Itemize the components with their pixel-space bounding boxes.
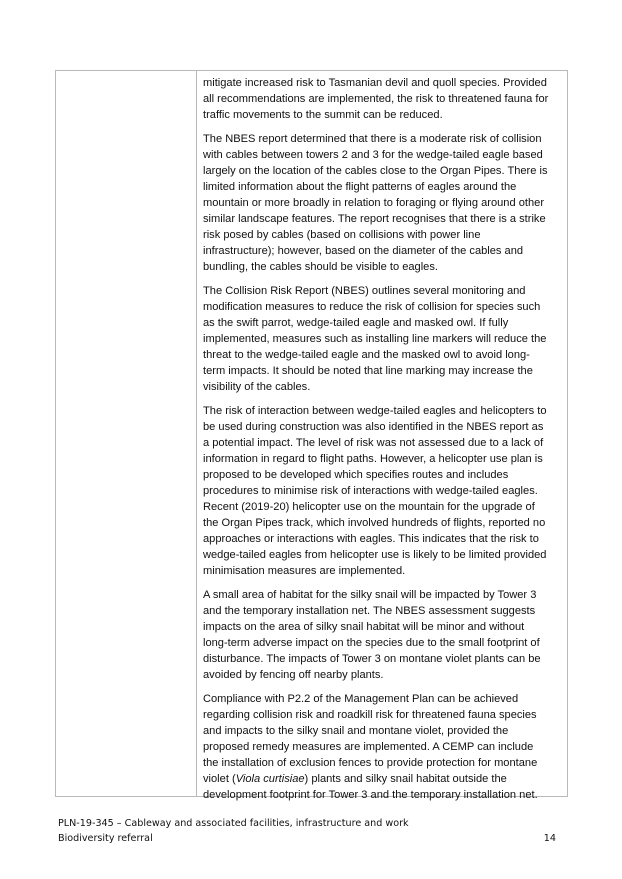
- text-line: limited information about the flight patterns of eagles around the: [203, 181, 517, 193]
- text-line: term impacts. It should be noted that line marking may increase the: [203, 365, 533, 377]
- text-line: with cables between towers 2 and 3 for the wedge-tailed eagle based: [203, 149, 543, 161]
- text-line: regarding collision risk and roadkill risk for threatened fauna species: [203, 709, 537, 721]
- paragraph-compliance: [203, 691, 567, 803]
- text-line: long-term adverse impact on the species due to the small footprint of: [203, 637, 540, 649]
- text-line: mitigate increased risk to Tasmanian devil and quoll species. Provided: [203, 77, 547, 89]
- species-name-italic: Viola curtisiae: [235, 773, 305, 785]
- text-line: similar landscape features. The report recognises that there is a strike: [203, 213, 546, 225]
- text-line: proposed to be developed which specifies routes and includes: [203, 469, 509, 481]
- text-line: The Collision Risk Report (NBES) outlines several monitoring and: [203, 285, 526, 297]
- text-line: development footprint for Tower 3 and the temporary installation net.: [203, 789, 538, 801]
- footer-document-title: PLN-19-345 – Cableway and associated facilities, infrastructure and work: [58, 818, 409, 829]
- content-table: [55, 70, 568, 801]
- text-line: as the swift parrot, wedge-tailed eagle and masked owl. If fully: [203, 317, 509, 329]
- text-line: bundling, the cables should be visible to eagles.: [203, 261, 438, 273]
- page-footer: [58, 816, 568, 846]
- text-line: proposed remedy measures are implemented. A CEMP can include: [203, 741, 534, 753]
- text-line: Recent (2019-20) helicopter use on the mountain for the upgrade of: [203, 501, 535, 513]
- paragraph-helicopter-risk: [203, 403, 567, 579]
- text-line: infrastructure); however, based on the diameter of the cables and: [203, 245, 524, 257]
- text-line: disturbance. The impacts of Tower 3 on montane violet plants can be: [203, 653, 541, 665]
- text-line: risk posed by cables (based on collisions with power line: [203, 229, 481, 241]
- page-number: 14: [543, 833, 556, 844]
- text-line: impacts on the area of silky snail habitat will be minor and without: [203, 621, 525, 633]
- text-line: procedures to minimise risk of interactions with wedge-tailed eagles.: [203, 485, 538, 497]
- text-segment: violet (: [203, 773, 236, 785]
- text-line: The risk of interaction between wedge-tailed eagles and helicopters to: [203, 405, 547, 417]
- text-line: threat to the wedge-tailed eagle and the masked owl to avoid long-: [203, 349, 530, 361]
- text-line: The NBES report determined that there is a moderate risk of collision: [203, 133, 542, 145]
- text-line: all recommendations are implemented, the risk to threatened fauna for: [203, 93, 549, 105]
- text-line: Compliance with P2.2 of the Management Plan can be achieved: [203, 693, 519, 705]
- text-line: and the temporary installation net. The NBES assessment suggests: [203, 605, 536, 617]
- footer-document-subtitle: Biodiversity referral: [58, 833, 153, 844]
- text-line: a potential impact. The level of risk was not assessed due to a lack of: [203, 437, 544, 449]
- text-line: visibility of the cables.: [203, 381, 311, 393]
- text-line: minimisation measures are implemented.: [203, 565, 406, 577]
- text-line: modification measures to reduce the risk of collision for species such: [203, 301, 541, 313]
- text-line: A small area of habitat for the silky snail will be impacted by Tower 3: [203, 589, 537, 601]
- text-line: approaches or interactions with eagles. This indicates that the risk to: [203, 533, 539, 545]
- table-right-cell: [197, 71, 567, 811]
- paragraph-collision-risk-report: [203, 283, 567, 395]
- paragraph-collision-risk-eagle: [203, 131, 567, 275]
- text-line: wedge-tailed eagles from helicopter use is likely to be limited provided: [203, 549, 547, 561]
- text-line: implemented, measures such as installing line markers will reduce the: [203, 333, 547, 345]
- text-line: mountain or more broadly in relation to foraging or flying around other: [203, 197, 545, 209]
- text-segment: ) plants and silky snail habitat outside the: [304, 773, 507, 785]
- text-line-with-italic: [203, 771, 567, 787]
- text-line: largely on the location of the cables close to the Organ Pipes. There is: [203, 165, 548, 177]
- text-line: and impacts to the silky snail and montane violet, provided the: [203, 725, 509, 737]
- paragraph-tasmanian-devil: [203, 75, 567, 123]
- paragraph-silky-snail: [203, 587, 567, 683]
- text-line: the installation of exclusion fences to provide protection for montane: [203, 757, 538, 769]
- text-line: traffic movements to the summit can be reduced.: [203, 109, 443, 121]
- text-line: the Organ Pipes track, which involved hundreds of flights, reported no: [203, 517, 546, 529]
- text-line: avoided by fencing off nearby plants.: [203, 669, 384, 681]
- text-line: information in regard to flight paths. However, a helicopter use plan is: [203, 453, 543, 465]
- text-line: be used during construction was also identified in the NBES report as: [203, 421, 544, 433]
- table-left-cell: [56, 71, 196, 796]
